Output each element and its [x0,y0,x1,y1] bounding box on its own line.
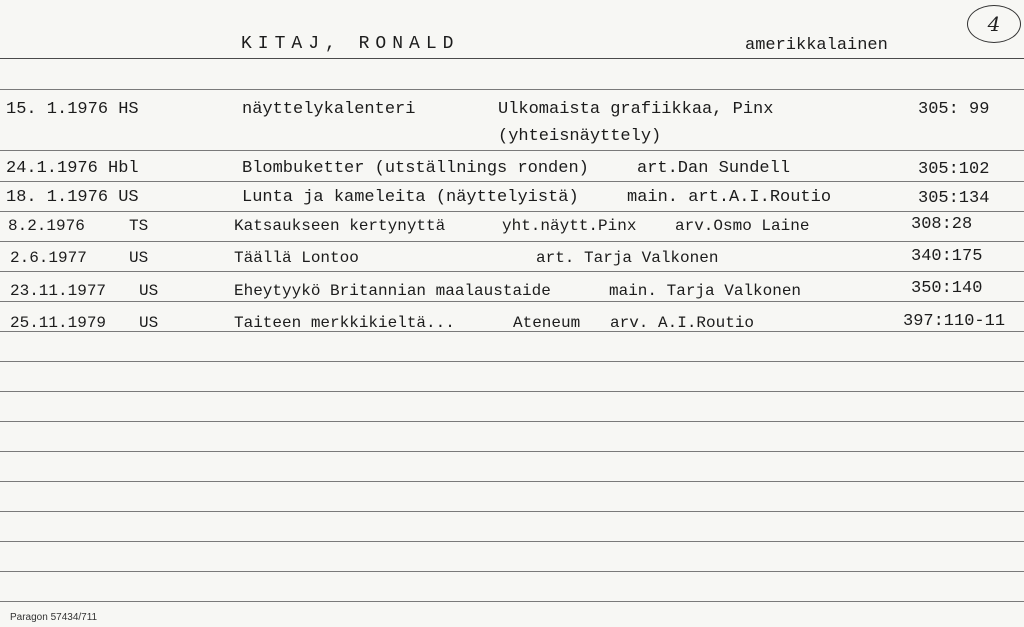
rule-line [0,421,1024,422]
entry-title: näyttelykalenteri [242,100,416,119]
entry-detail: art.Dan Sundell [637,159,791,178]
entry-title: Lunta ja kameleita (näyttelyistä) [242,188,579,207]
entry-source: US [139,314,159,332]
entry-ref: 308:28 [911,215,973,234]
rule-line [0,481,1024,482]
entry-detail: main. art.A.I.Routio [627,188,832,207]
entry-detail-2: arv.Osmo Laine [675,217,810,235]
artist-name: KITAJ, RONALD [241,34,460,54]
entry-ref: 305:134 [918,189,990,208]
rule-line [0,541,1024,542]
entry-detail: Ateneum [513,314,581,332]
rule-line [0,181,1024,182]
entry-date-source: 24.1.1976 Hbl [6,159,139,178]
artist-nationality: amerikkalainen [745,36,888,55]
card-number: 4 [987,12,1001,36]
rule-line [0,211,1024,212]
entry-ref: 397:110-11 [903,312,1006,331]
entry-date-source: 18. 1.1976 US [6,188,139,207]
entry-detail: main. Tarja Valkonen [609,282,802,300]
rule-line [0,271,1024,272]
entry-ref: 350:140 [911,279,983,298]
entry-title: Eheytyykö Britannian maalaustaide [234,282,551,300]
rule-line [0,571,1024,572]
entry-detail: art. Tarja Valkonen [536,249,719,267]
entry-detail-2: (yhteisnäyttely) [498,127,662,146]
rule-line [0,301,1024,302]
entry-date: 23.11.1977 [10,282,107,300]
entry-title: Täällä Lontoo [234,249,359,267]
entry-detail: Ulkomaista grafiikkaa, Pinx [498,100,774,119]
entry-ref: 340:175 [911,247,983,266]
rule-line [0,241,1024,242]
entry-title: Blombuketter (utställnings ronden) [242,159,589,178]
rule-line [0,89,1024,90]
entry-date-source: 15. 1.1976 HS [6,100,139,119]
entry-ref: 305: 99 [918,100,990,119]
rule-line [0,150,1024,151]
rule-line [0,451,1024,452]
entry-detail-2: arv. A.I.Routio [610,314,755,332]
entry-source: TS [129,217,149,235]
entry-title: Taiteen merkkikieltä... [234,314,455,332]
entry-detail: yht.näytt.Pinx [502,217,637,235]
rule-line [0,58,1024,59]
entry-date: 8.2.1976 [8,217,85,235]
entry-title: Katsaukseen kertynyttä [234,217,446,235]
rule-line [0,361,1024,362]
entry-date: 2.6.1977 [10,249,87,267]
printer-imprint: Paragon 57434/711 [10,612,98,623]
rule-line [0,511,1024,512]
rule-line [0,601,1024,602]
entry-source: US [139,282,159,300]
entry-date: 25.11.1979 [10,314,107,332]
card-number-circle [967,5,1021,43]
entry-ref: 305:102 [918,160,990,179]
entry-source: US [129,249,149,267]
rule-line [0,391,1024,392]
